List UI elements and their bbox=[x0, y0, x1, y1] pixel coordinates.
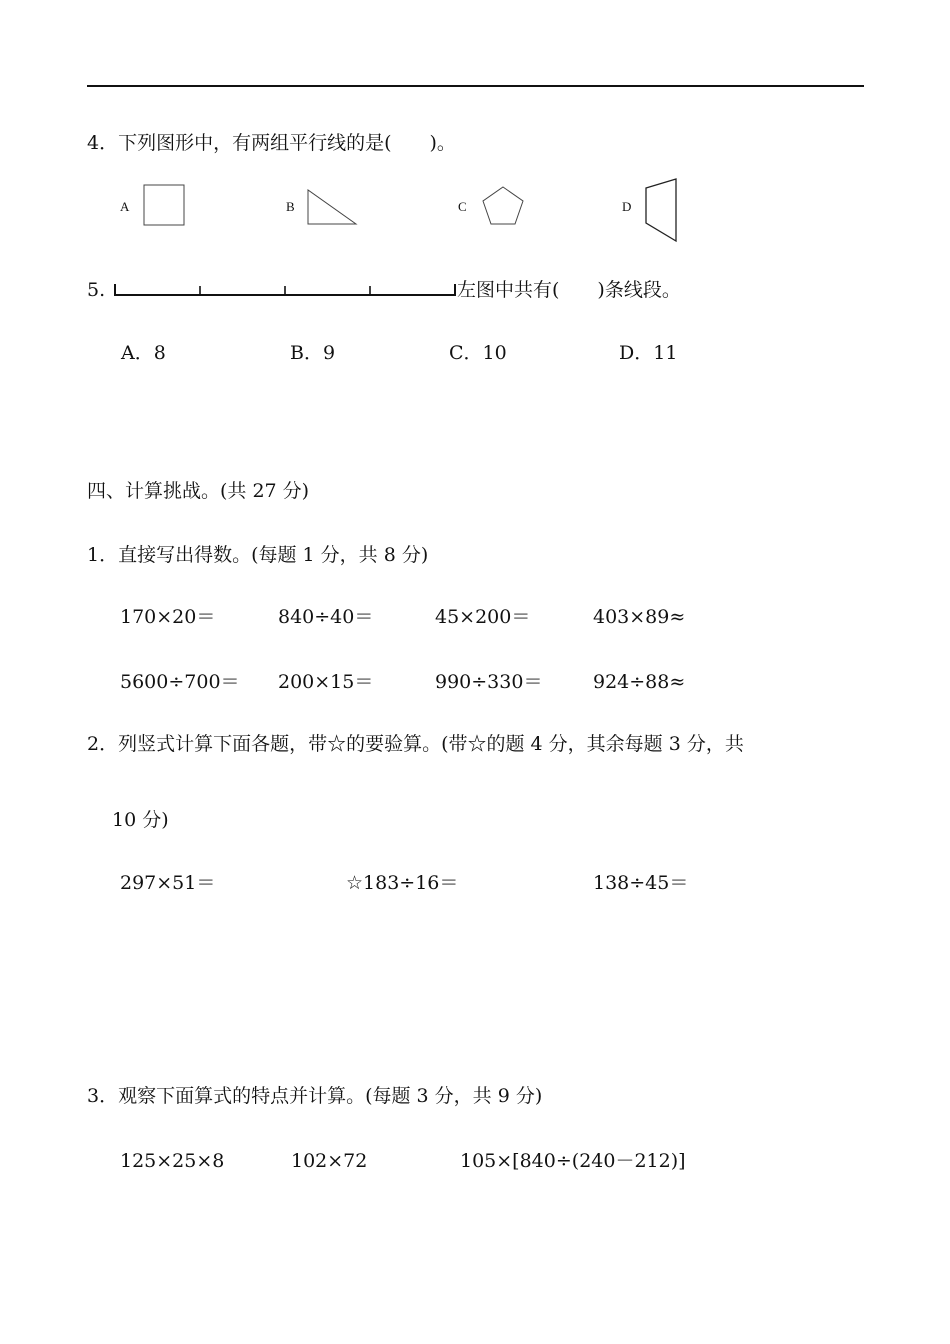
part1-row2-item1: 5600÷700＝ bbox=[120, 671, 240, 693]
part1-title: 1．直接写出得数。(每题 1 分，共 8 分) bbox=[87, 544, 429, 566]
q5-choice-c: C．10 bbox=[449, 342, 507, 364]
part1-row2-item3: 990÷330＝ bbox=[435, 671, 543, 693]
q4-option-c-label: C bbox=[458, 199, 467, 214]
q4-option-b-label: B bbox=[286, 199, 295, 214]
q5-choice-d: D．11 bbox=[619, 342, 678, 364]
q5-number: 5. bbox=[87, 279, 106, 301]
part2-title-line2: 10 分) bbox=[112, 809, 169, 831]
part2-item2: ☆183÷16＝ bbox=[346, 872, 459, 894]
part2-item1: 297×51＝ bbox=[120, 872, 216, 894]
part1-row1-item3: 45×200＝ bbox=[435, 606, 531, 628]
q4-option-d-label: D bbox=[622, 199, 632, 214]
part1-row1-item1: 170×20＝ bbox=[120, 606, 216, 628]
part3-title: 3．观察下面算式的特点并计算。(每题 3 分，共 9 分) bbox=[87, 1085, 543, 1107]
q5-choice-b: B．9 bbox=[290, 342, 336, 364]
header-rule bbox=[87, 85, 864, 87]
square-shape bbox=[143, 184, 185, 226]
trapezoid-shape bbox=[644, 177, 680, 243]
part3-item3: 105×[840÷(240－212)] bbox=[460, 1150, 686, 1172]
part1-row1-item2: 840÷40＝ bbox=[278, 606, 374, 628]
pentagon-shape bbox=[481, 185, 525, 227]
q4-option-a-label: A bbox=[120, 199, 130, 214]
part3-item1: 125×25×8 bbox=[120, 1150, 225, 1172]
section4-title: 四、计算挑战。(共 27 分) bbox=[87, 480, 310, 502]
q4-question: 4．下列图形中，有两组平行线的是( )。 bbox=[87, 132, 456, 154]
q5-text: 左图中共有( )条线段。 bbox=[457, 279, 681, 301]
part1-row2-item2: 200×15＝ bbox=[278, 671, 374, 693]
right-triangle-shape bbox=[306, 188, 358, 226]
part1-row2-item4: 924÷88≈ bbox=[593, 671, 686, 693]
part3-item2: 102×72 bbox=[291, 1150, 368, 1172]
part2-item3: 138÷45＝ bbox=[593, 872, 689, 894]
part1-row1-item4: 403×89≈ bbox=[593, 606, 686, 628]
part2-title-line1: 2．列竖式计算下面各题，带☆的要验算。(带☆的题 4 分，其余每题 3 分，共 bbox=[87, 733, 744, 755]
segment-line-figure bbox=[113, 280, 459, 300]
q5-choice-a: A．8 bbox=[121, 342, 166, 364]
